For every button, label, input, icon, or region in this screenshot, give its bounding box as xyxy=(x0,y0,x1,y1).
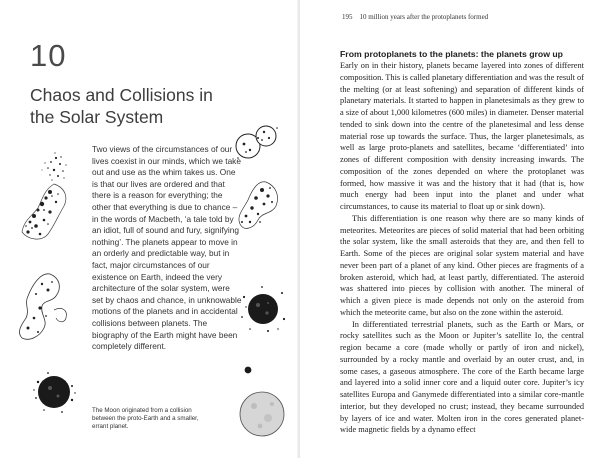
body-text xyxy=(340,60,584,436)
illustration-impact-debris xyxy=(238,283,288,335)
illustration-caption: The Moon originated from a collision between the proto-Earth and a smaller, errant planet. xyxy=(92,407,199,431)
chapter-title: Chaos and Collisions in the Solar System xyxy=(30,85,213,127)
chapter-intro: Two views of the circumstances of our lives coexist in our minds, which we take out and use as the whim takes us. One is that our lives are ordered and that there is a reason for everything; the other that everything is due to chance – in the words of Macbeth, ‘a tale told by an idiot, full of sound and fury, signifying nothing’. The planets appear to move in an orderly and predictable way, but in fact, major circumstances of our existence on Earth, indeed the very architecture of the solar system, were set by chaos and chance, in unknowable motions of the planets and in accidental collisions between planets. The biography of the Earth might have been completely different. xyxy=(92,144,242,352)
illustration-colliding-bodies xyxy=(12,270,74,350)
illustration-earth-and-moon xyxy=(236,364,288,444)
illustration-moon-formation xyxy=(28,368,80,416)
page-number: 195 xyxy=(342,13,353,21)
running-head xyxy=(342,13,488,21)
running-head-text: 10 million years after the protoplanets formed xyxy=(359,13,489,21)
illustration-planetesimal-cluster xyxy=(14,180,80,250)
section-heading: From protoplanets to the planets: the planets grow up xyxy=(340,49,563,59)
paragraph: This differentiation is one reason why there are so many kinds of meteorites. Meteorites are pieces of solid material that had been orbiting the solar system, like the small asteroids that they are, and then fell to Earth. Some of the pieces are original solar system material and have never been part of a planet of any kind. Other pieces are fragments of a broken asteroid, which had, at least partly, differentiated. The asteroid was shattered into pieces by collision with another. The mineral of which a given piece is made depends not only on the asteroid from which the meteorite came, but also on the zone within the asteroid. xyxy=(340,213,584,317)
paragraph: Early on in their history, planets became layered into zones of different composition. This is called planetary differentiation and was the result of the melting (or at least softening) and separation of different kinds of planetary materials. It started to happen in planetesimals as they grew to a size of about 1,000 kilometres (600 miles) in diameter. Denser material tended to sink down into the centre of the planetesimal and less dense material rose up towards the surface. Thus, the larger planetesimals, as well as large proto-planets and satellites, became ‘differentiated’ into zones of different composition with density increasing inwards. The composition of the zones depended on where the protoplanet was formed, how massive it was and the history that it had (that is, how much energy had been input into the planet and under what circumstances, to cause its material to float up or sink down). xyxy=(340,61,584,211)
chapter-number: 10 xyxy=(30,38,67,73)
paragraph: In differentiated terrestrial planets, such as the Earth or Mars, or rocky satellites such as the Moon or Jupiter’s satellite Io, the central region became a core (made wholly or partly of iron and nickel), surrounded by a rocky mantle and overlaid by an outer crust, and, in some cases, a gaseous atmosphere. The core of the Earth became large and layered into a solid inner core and a liquid outer core. Jupiter’s icy satellites Europa and Ganymede differentiated into a similar core-mantle interior, but they developed no crust; instead, they became surrounded by layers of ice and water. Molten iron in the cores generated planet-wide magnetic fields by a dynamo effect xyxy=(340,319,584,435)
